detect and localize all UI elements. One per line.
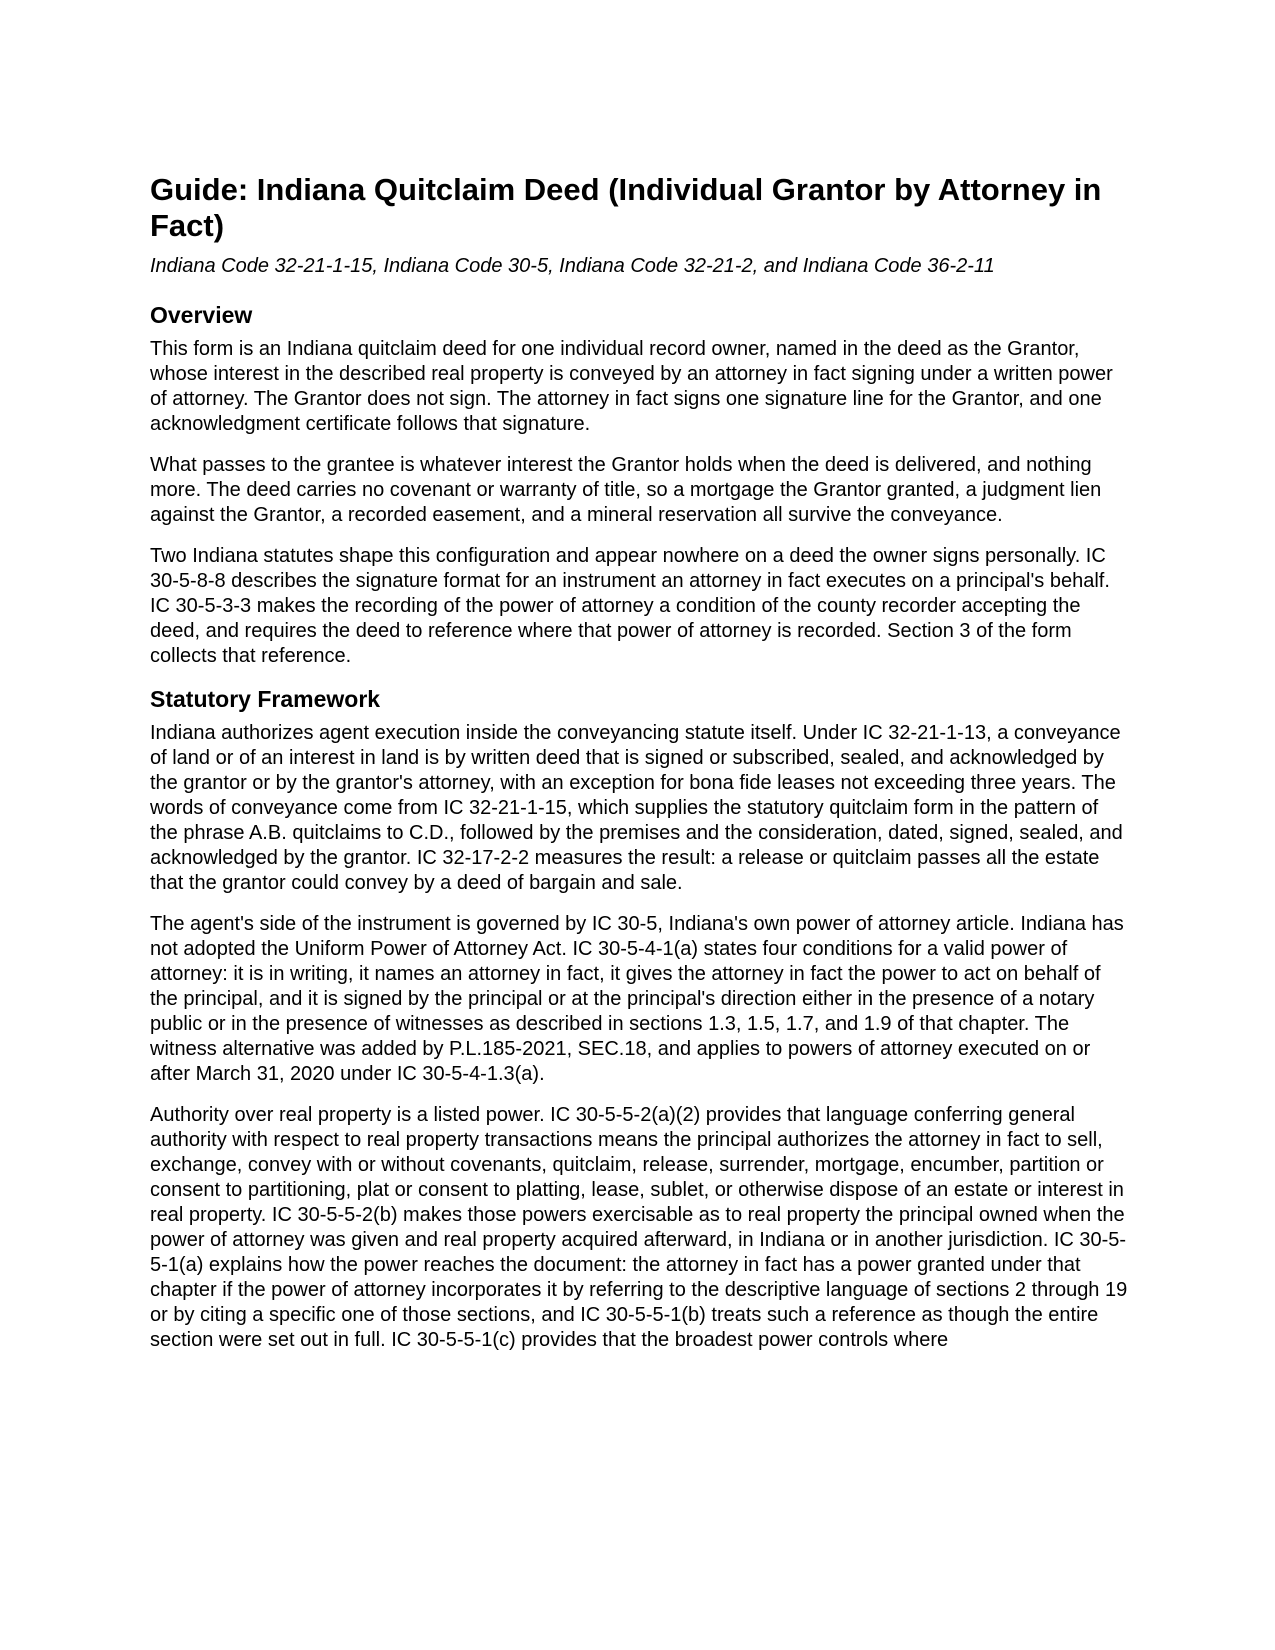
overview-paragraph-2: What passes to the grantee is whatever interest the Grantor holds when the deed is delivered, and nothing more. The deed carries no covenant or warranty of title, so a mortgage the Grantor granted, a judgment lien against the Grantor, a recorded easement, and a mineral reservation all survive the conveyance. [150, 454, 1102, 526]
framework-paragraph-3: Authority over real property is a listed power. IC 30-5-5-2(a)(2) provides that language conferring general authority with respect to real property transactions means the principal authorizes the attorney in fact to sell, exchange, convey with or without covenants, quitclaim, release, surrender, mortgage, encumber, partition or consent to partitioning, plat or consent to platting, lease, sublet, or otherwise dispose of an estate or interest in real property. IC 30-5-5-2(b) makes those powers exercisable as to real property the principal owned when the power of attorney was given and real property acquired afterward, in Indiana or in another jurisdiction. IC 30-5-5-1(a) explains how the power reaches the document: the attorney in fact has a power granted under that chapter if the power of attorney incorporates it by referring to the descriptive language of sections 2 through 19 or by citing a specific one of those sections, and IC 30-5-5-1(b) treats such a reference as though the entire section were set out in full. IC 30-5-5-1(c) provides that the broadest power controls where [150, 1104, 1128, 1351]
overview-paragraph-1: This form is an Indiana quitclaim deed for one individual record owner, named in the deed as the Grantor, whose interest in the described real property is conveyed by an attorney in fact signing under a written power of attorney. The Grantor does not sign. The attorney in fact signs one signature line for the Grantor, and one acknowledgment certificate follows that signature. [150, 338, 1113, 435]
section-heading-statutory-framework: Statutory Framework [150, 686, 381, 712]
document-title: Guide: Indiana Quitclaim Deed (Individual Grantor by Attorney in Fact) [150, 172, 1102, 243]
section-heading-overview: Overview [150, 302, 253, 328]
statute-citations: Indiana Code 32-21-1-15, Indiana Code 30-5, Indiana Code 32-21-2, and Indiana Code 36-2-11 [150, 255, 995, 277]
document-page [150, 172, 1130, 1369]
framework-paragraph-2: The agent's side of the instrument is governed by IC 30-5, Indiana's own power of attorney article. Indiana has not adopted the Uniform Power of Attorney Act. IC 30-5-4-1(a) states four conditions for a valid power of attorney: it is in writing, it names an attorney in fact, it gives the attorney in fact the power to act on behalf of the principal, and it is signed by the principal or at the principal's direction either in the presence of a notary public or in the presence of witnesses as described in sections 1.3, 1.5, 1.7, and 1.9 of that chapter. The witness alternative was added by P.L.185-2021, SEC.18, and applies to powers of attorney executed on or after March 31, 2020 under IC 30-5-4-1.3(a). [150, 913, 1124, 1085]
framework-paragraph-1: Indiana authorizes agent execution inside the conveyancing statute itself. Under IC 32-21-1-13, a conveyance of land or of an interest in land is by written deed that is signed or subscribed, sealed, and acknowledged by the grantor or by the grantor's attorney, with an exception for bona fide leases not exceeding three years. The words of conveyance come from IC 32-21-1-15, which supplies the statutory quitclaim form in the pattern of the phrase A.B. quitclaims to C.D., followed by the premises and the consideration, dated, signed, sealed, and acknowledged by the grantor. IC 32-17-2-2 measures the result: a release or quitclaim passes all the estate that the grantor could convey by a deed of bargain and sale. [150, 722, 1123, 894]
overview-paragraph-3: Two Indiana statutes shape this configuration and appear nowhere on a deed the owner signs personally. IC 30-5-8-8 describes the signature format for an instrument an attorney in fact executes on a principal's behalf. IC 30-5-3-3 makes the recording of the power of attorney a condition of the county recorder accepting the deed, and requires the deed to reference where that power of attorney is recorded. Section 3 of the form collects that reference. [150, 545, 1110, 667]
